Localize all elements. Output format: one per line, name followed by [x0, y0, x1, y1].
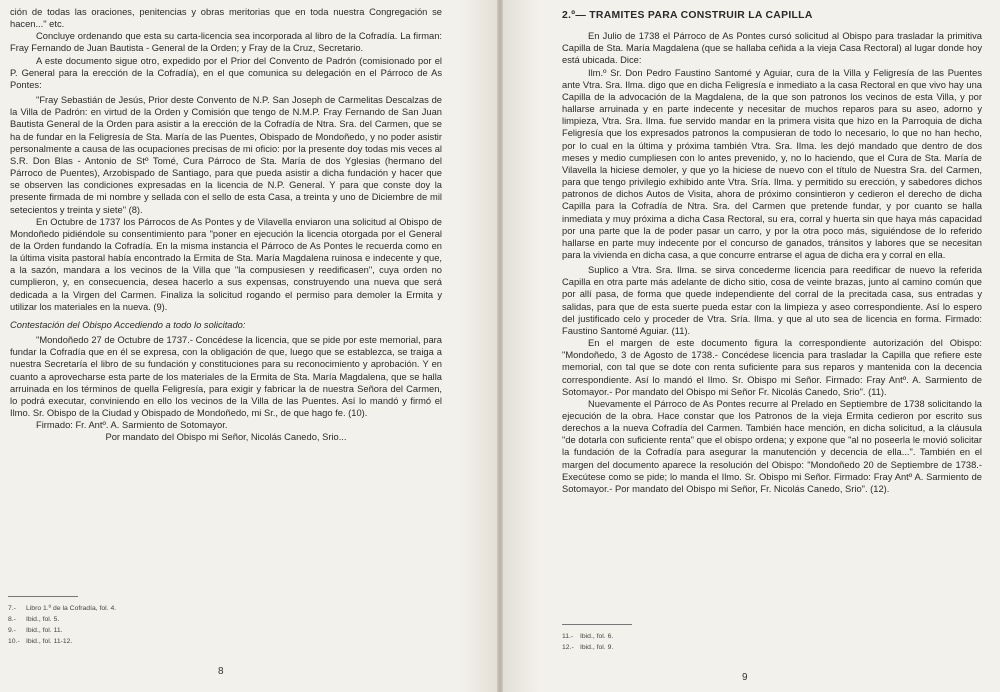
footnote-number: 10.-	[8, 638, 20, 645]
subheading: Contestación del Obispo Accediendo a todo lo solicitado:	[10, 319, 246, 330]
paragraph: En Octubre de 1737 los Párrocos de As Pontes y de Vilavella enviaron una solicitud al Obispo de Mondoñedo pidiéndole su consentimiento para "poner en ejecución la licencia otorgada por el General de la Orden fundando la Cofradía. En la misma instancia el Párroco de As Pontes le recuerda como en la última visita pastoral había encontrado la Ermita de Sta. María Magdalena ruinosa e indecente y que, a la sazón, mandara a los vecinos de la Villa que "la compusiesen y reedificasen", cuya orden no cumplieron, y, en consecuencia, desea hacerlo a sus expensas, construyendo una nueva que será dedicada a la Virgen del Carmen. Finaliza la solicitud rogando el permiso para demoler la Ermita y utilizar los materiales en la nueva. (9).	[10, 216, 442, 312]
footnote-number: 9.-	[8, 627, 16, 634]
closing-line: Por mandato del Obispo mi Señor, Nicolás Canedo, Srio...	[105, 432, 347, 443]
footnote-number: 7.-	[8, 605, 16, 612]
footnote-text: Ibid., fol. 6.	[580, 633, 614, 640]
page-number: 8	[218, 666, 224, 677]
footnote	[562, 631, 762, 642]
footnote-text: Ibid., fol. 11-12.	[26, 638, 73, 645]
footnote	[8, 636, 208, 647]
footnote	[8, 625, 208, 636]
footnote-number: 12.-	[562, 644, 574, 651]
footnote-text: Ibid., fol. 9.	[580, 644, 614, 651]
paragraph: En el margen de este documento figura la correspondiente autorización del Obispo: "Mondoñedo, 3 de Agosto de 1738.- Concédese licencia para trasladar la Capilla que refiere este memorial, con tal que se dote con renta suficiente para sus reparos y mantenida con la decencia correspondiente. Así lo mandó el Ilmo. Sr. Obispo mi Señor. Firmado: Fray Antº. A. Sarmiento de Sotomayor.- Por mandato del Obispo mi Señor Fr. Nicolás Canedo, Srio". (11).	[562, 338, 982, 397]
footnote	[8, 603, 208, 614]
right-page-text	[562, 10, 982, 495]
paragraph: Nuevamente el Párroco de As Pontes recurre al Prelado en Septiembre de 1738 solicitando la ejecución de la obra. Hace constar que los Patronos de la vieja Ermita cedieron por escrito sus derechos a la nueva Cofradía del Carmen. También hace mención, en dicha solicitud, a la cláusula "de dotarla con suficiente renta" que el obispo ordena; y expone que "al no poseerla le movió solicitar la fundación de la Cofradía para asegurar la manutención y decencia de ella...". También en el margen del documento aparece la resolución del Obispo: "Mondoñedo 20 de Septiembre de 1738.- Execútese como se pide; lo manda el Ilmo. Sr. Obispo mi Señor. Firmado: Fray Antº A. Sarmiento de Sotomayor.- Por mandato del Obispo mi Señor, Fr. Nicolás Canedo, Srio". (12).	[562, 398, 982, 494]
footnote-number: 11.-	[562, 633, 574, 640]
footnote-text: Libro 1.º de la Cofradía, fol. 4.	[26, 605, 117, 612]
right-page	[500, 0, 1000, 692]
footnote	[562, 642, 762, 653]
footnote	[8, 614, 208, 625]
paragraph: A este documento sigue otro, expedido por el Prior del Convento de Padrón (comisionado por el P. General para la erección de la Cofradía), en el que comunica su delegación en el Párroco de As Pontes:	[10, 55, 442, 90]
signature-line: Firmado: Fr. Antº. A. Sarmiento de Sotomayor.	[36, 420, 228, 431]
paragraph: Concluye ordenando que esta su carta-licencia sea incorporada al libro de la Cofradía. La firman: Fray Fernando de Juan Bautista - General de la Orden; y Fray de la Cruz, Secretario.	[10, 31, 442, 54]
quote-paragraph: Suplico a Vtra. Sra. Ilma. se sirva concederme licencia para reedificar de nuevo la referida Capilla en otra parte más adelante de dicho sitio, cosa de veinte brazas, junto al camino común que por allí pasa, de forma que quede independiente del corral de la precitada casa, sus entradas y salidas, para que de esta suerte pueda estar con la limpieza y aseo correspondiente. Así lo espero del justificado celo y proceder de Vtra. Sría. Ilma. y que al uto sea de licencia en forma. Firmado: Faustino Santomé Aguiar. (11).	[562, 265, 982, 336]
footnote-text: Ibid., fol. 11.	[26, 627, 63, 634]
paragraph: En Julio de 1738 el Párroco de As Pontes cursó solicitud al Obispo para trasladar la primitiva Capilla de Sta. María Magdalena (que se hallaba ceñida a la vieja Casa Rectoral) al lugar donde hoy está ubicada. Dice:	[562, 31, 982, 66]
footnotes	[8, 596, 208, 647]
quote-paragraph: Ilm.º Sr. Don Pedro Faustino Santomé y Aguiar, cura de la Villa y Feligresía de las Puentes ante Vtra. Sra. Ilma. digo que en dicha Feligresía e inmediato a la casa Rectoral en que vivo hay una Capilla de la advocación de la Magdalena, de la que son patronos los vecinos de esta Villa, y por hallarse arruinada y en parte indecente y necesitar de muchos reparos para su aseo, adorno y limpieza, Vtra. Sra. Ilma. fue servido mandar en la primera visita que hizo en la Parroquia de dicha Feligresía que los expresados patronos la compusieran de todo lo necesario, lo que no han hecho, por lo cual en la última y próxima también Vtra. Sra. Ilma. les dejó mandado que dentro de dos meses y medio cumpliesen con lo antes prevenido, y, no lo haciendo, que el Cura de Sta. María de Vilavella la hiciese demoler, y que yo la hiciese de nuevo con el título de Nuestra Sra. del Carmen, para que tengo privilegio exhibido ante Vtra. Sría. Ilma. y permitido su erección, y sabedores dichos patronos de dichos Autos de Visita, ahora de próximo consintieron y cedieron el derecho de dicha Capilla para la Cofradía de Ntra. Sra. del Carmen que pretende fundar, y por cuanto se halla inmediata y muy próxima a dicha Casa Rectoral, su era, corral y huerta sin que haya más capacidad por una parte que la de poder pasar un carro, y por la otra poco más, siguiéndose de lo referido hallarse en parte muy indecente por el concurso de ganados, tránsitos y labores que se necesitan para la vivienda en dicha casa, a que concurre entrarse el agua de dicha era y corral en ella.	[562, 67, 982, 260]
section-heading: 2.º— TRAMITES PARA CONSTRUIR LA CAPILLA	[562, 10, 813, 21]
footnote-text: Ibid., fol. 5.	[26, 616, 60, 623]
footnote-rule	[8, 596, 78, 597]
footnote-rule	[562, 624, 632, 625]
paragraph: ción de todas las oraciones, penitencias y obras meritorias que en toda nuestra Congregación se hacen..." etc.	[10, 7, 442, 30]
left-page-text	[10, 6, 442, 443]
quote-paragraph: "Fray Sebastián de Jesús, Prior deste Convento de N.P. San Joseph de Carmelitas Descalzas de la Villa de Padrón: en virtud de la Orden y Comisión que tengo de N.M.P. Fray Fernando de San Juan Bautista General de la Orden para asistir a la erección de la Cofradía de Ntra. Sra. del Carmen, que se ha de fundar en la Feligresía de Sta. María de las Puentes, Obispado de Mondoñedo, y no poder asistir personalmente a causa de las ocupaciones precisas de mi oficio: por la presente doy todas mis veces al S.R. Don Blas - Antonio de Stº Tomé, Cura Párroco de Sta. María de dos Yglesias (hermano del Párroco de Puentes), Arzobispado de Santiago, para que pueda asistir a dicha fundación y hacer que se observen las condiciones expresadas en la licencia de N.P. General. Y para que conste doy la presente firmada de mi nombre y sellada con el sello de esta Casa, a treinta y uno de Diciembre de mil setecientos y treinta y siete" (8).	[10, 95, 442, 215]
book-gutter	[497, 0, 503, 692]
quote-paragraph: "Mondoñedo 27 de Octubre de 1737.- Concédese la licencia, que se pide por este memorial, para fundar la Cofradía que en él se expresa, con la obligación de que, luego que se establezca, se traiga a nuestra Secretaría el libro de su fundación y constituciones para su reconocimiento y aprobación. Y en cuanto a aprovecharse esta parte de los materiales de la Ermita de Sta. María Magdalena, que se halla arruinada en los términos de quella Feligresía, para exigir y fabricar la de nuestra Señora del Carmen, lo podrá executar, conviniendo en ello los vecinos de la Villa de las Puentes. Así lo mandó y firmó el Ilmo. Sr. Obispo de la Ciudad y Obispado de Mondoñedo, mi Sr., de que hago fe. (10).	[10, 335, 442, 418]
footnote-number: 8.-	[8, 616, 16, 623]
page-number: 9	[742, 672, 748, 683]
footnotes	[562, 624, 762, 653]
